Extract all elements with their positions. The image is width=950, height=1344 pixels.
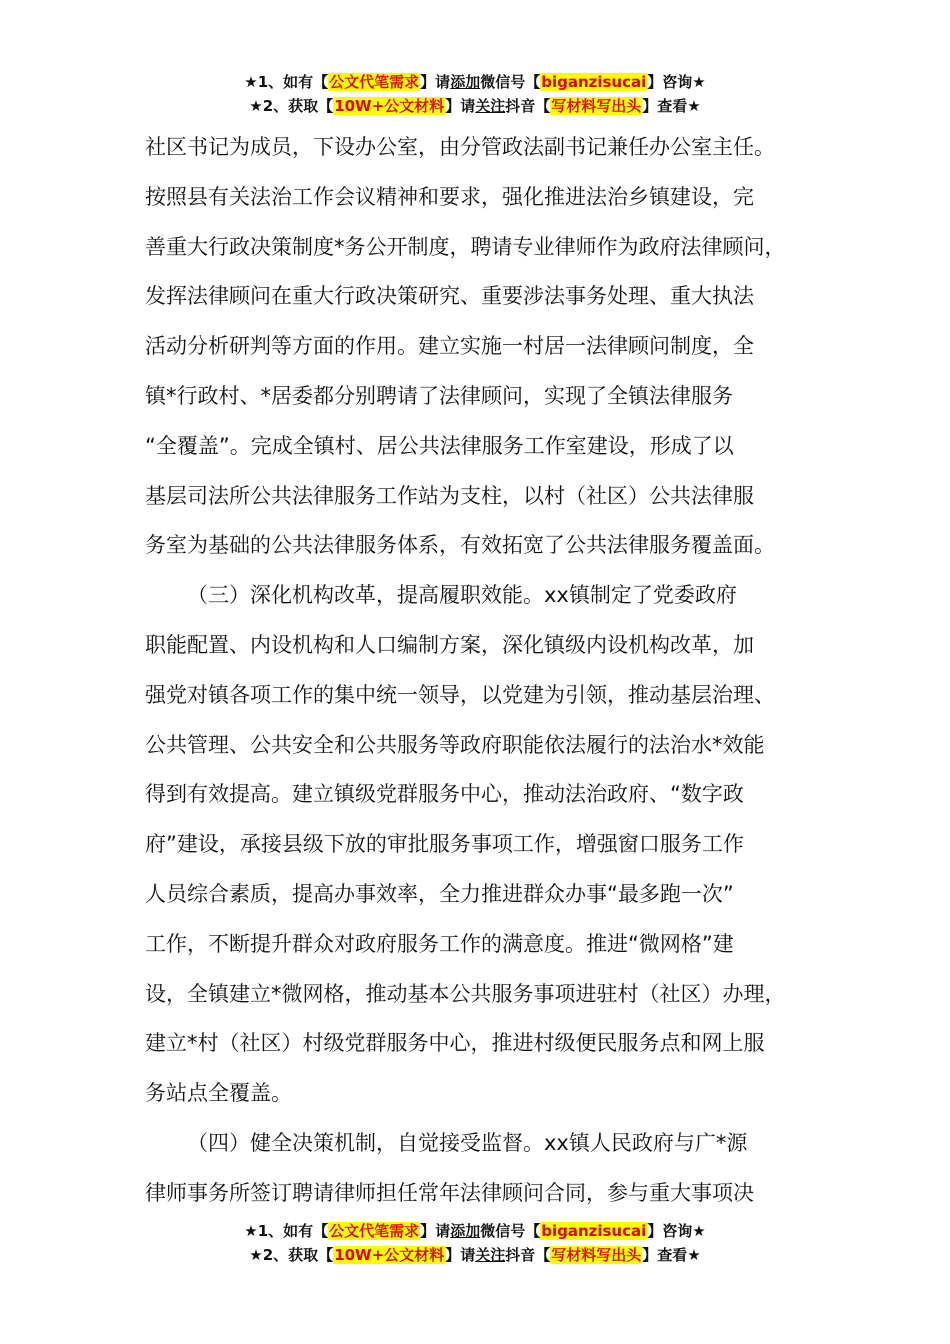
text-line: 强党对镇各项工作的集中统一领导，以党建为引领，推动基层治理、 <box>145 682 775 707</box>
star-icon: ★ <box>249 97 263 115</box>
underlined-add: 添加 <box>450 1222 481 1240</box>
highlight-wechat-id: biganzisucai <box>541 73 647 91</box>
text-line: 得到有效提高。建立镇级党群服务中心，推动法治政府、“数字政 <box>145 782 744 807</box>
highlight-materials: 10W+公文材料 <box>334 97 445 115</box>
text-line: 务站点全覆盖。 <box>145 1081 292 1106</box>
text-line: “全覆盖”。完成全镇村、居公共法律服务工作室建设，形成了以 <box>145 433 734 458</box>
text-line: 人员综合素质，提高办事效率，全力推进群众办事“最多跑一次” <box>145 881 734 906</box>
text-line: 活动分析研判等方面的作用。建立实施一村居一法律顾问制度，全 <box>145 334 754 359</box>
text-line: 建立*村（社区）村级党群服务中心，推进村级便民服务点和网上服 <box>145 1031 765 1056</box>
section-heading-line: （四）健全决策机制，自觉接受监督。xx镇人民政府与广*源 <box>187 1130 748 1155</box>
promo-line-1: ★1、如有【公文代笔需求】请添加微信号【biganzisucai】咨询★ <box>244 73 706 91</box>
document-body <box>145 123 835 1219</box>
promo-line-2: ★2、获取【10W+公文材料】请关注抖音【写材料写出头】查看★ <box>249 97 701 115</box>
text-line: 公共管理、公共安全和公共服务等政府职能依法履行的法治水*效能 <box>145 732 765 757</box>
promo-banner-bottom <box>0 1219 950 1267</box>
text-line: 府”建设，承接县级下放的审批服务事项工作，增强窗口服务工作 <box>145 832 744 857</box>
highlight-wechat-id: biganzisucai <box>541 1222 647 1240</box>
text-line: 善重大行政决策制度*务公开制度，聘请专业律师作为政府法律顾问， <box>145 234 786 259</box>
star-icon: ★ <box>244 73 258 91</box>
promo-line-2: ★2、获取【10W+公文材料】请关注抖音【写材料写出头】查看★ <box>249 1246 701 1264</box>
underlined-follow: 关注 <box>475 97 506 115</box>
star-icon: ★ <box>249 1246 263 1264</box>
highlight-douyin: 写材料写出头 <box>551 1246 642 1264</box>
text-line: 发挥法律顾问在重大行政决策研究、重要涉法事务处理、重大执法 <box>145 284 754 309</box>
promo-line-1: ★1、如有【公文代笔需求】请添加微信号【biganzisucai】咨询★ <box>244 1222 706 1240</box>
highlight-service: 公文代笔需求 <box>329 1222 420 1240</box>
underlined-follow: 关注 <box>475 1246 506 1264</box>
promo-banner-top <box>0 70 950 118</box>
text-line: 职能配置、内设机构和人口编制方案，深化镇级内设机构改革，加 <box>145 632 754 657</box>
highlight-service: 公文代笔需求 <box>329 73 420 91</box>
text-line: 律师事务所签订聘请律师担任常年法律顾问合同，参与重大事项决 <box>145 1180 754 1205</box>
text-line: 按照县有关法治工作会议精神和要求，强化推进法治乡镇建设，完 <box>145 184 754 209</box>
highlight-materials: 10W+公文材料 <box>334 1246 445 1264</box>
highlight-douyin: 写材料写出头 <box>551 97 642 115</box>
star-icon: ★ <box>244 1222 258 1240</box>
text-line: 工作，不断提升群众对政府服务工作的满意度。推进“微网格”建 <box>145 931 734 956</box>
section-heading-line: （三）深化机构改革，提高履职效能。xx镇制定了党委政府 <box>187 583 737 608</box>
text-line: 务室为基础的公共法律服务体系，有效拓宽了公共法律服务覆盖面。 <box>145 533 775 558</box>
text-line: 镇*行政村、*居委都分别聘请了法律顾问，实现了全镇法律服务 <box>145 383 733 408</box>
text-line: 社区书记为成员，下设办公室，由分管政法副书记兼任办公室主任。 <box>145 135 775 159</box>
text-line: 设，全镇建立*微网格，推动基本公共服务事项进驻村（社区）办理， <box>145 981 786 1006</box>
underlined-add: 添加 <box>450 73 481 91</box>
text-line: 基层司法所公共法律服务工作站为支柱，以村（社区）公共法律服 <box>145 483 754 508</box>
